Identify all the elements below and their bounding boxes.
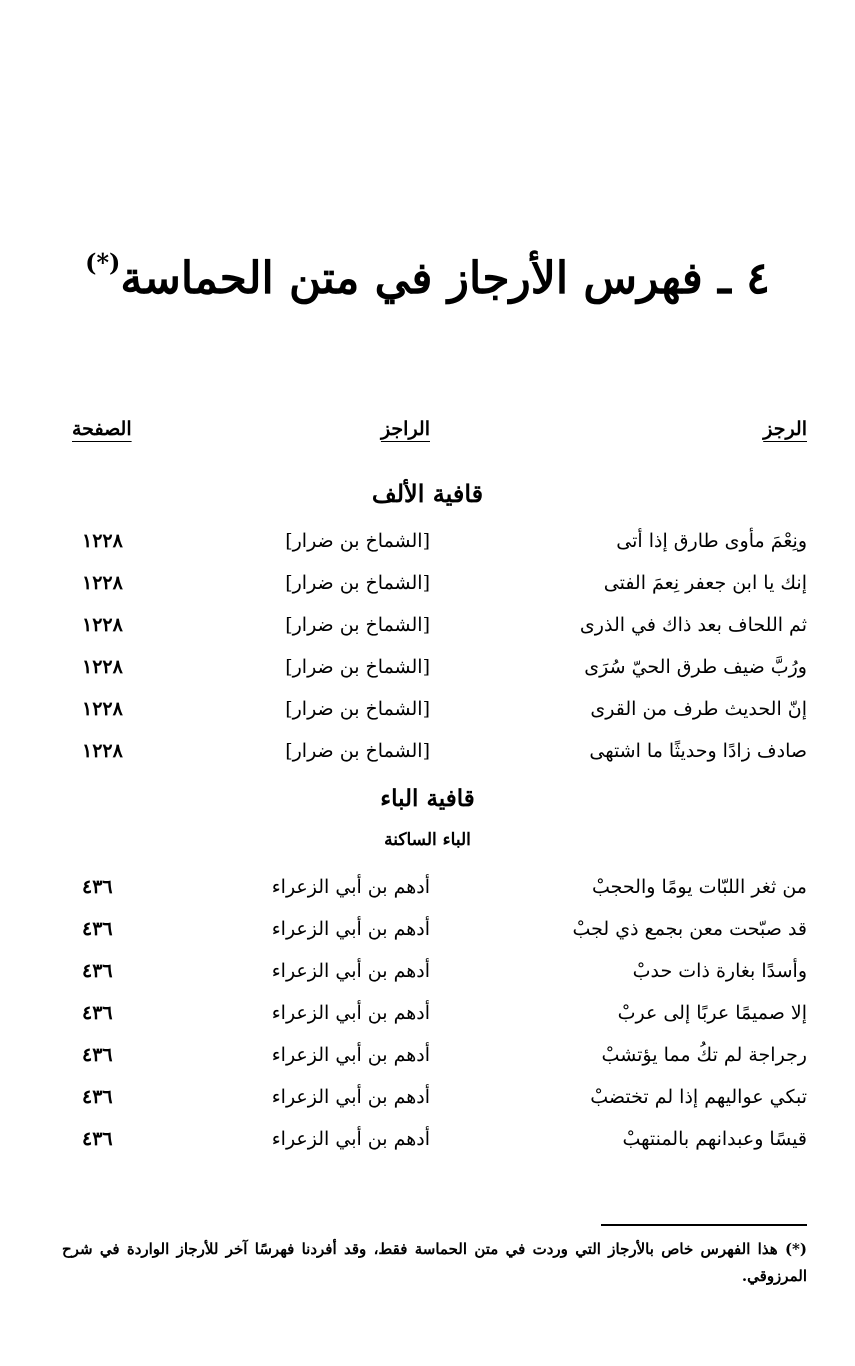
entry-page: ٤٣٦ (82, 1086, 113, 1108)
page-title-text: ٤ ـ فهرس الأرجاز في متن الحماسة (120, 253, 770, 304)
entries-list-baa (0, 866, 855, 1160)
entry-row (0, 992, 855, 1034)
entry-verse: قد صبّحت معن بجمع ذي لجبْ (572, 918, 807, 940)
entry-page: ٤٣٦ (82, 1044, 113, 1066)
entry-page: ١٢٢٨ (82, 530, 123, 552)
entry-page: ١٢٢٨ (82, 614, 123, 636)
entry-poet: أدهم بن أبي الزعراء (271, 876, 430, 898)
entry-poet: [الشماخ بن ضرار] (285, 530, 430, 552)
column-header-rajiz: الراجز (380, 418, 430, 440)
entry-verse: من ثغر اللبّات يومًا والحجبْ (591, 876, 807, 898)
entry-verse: إلا صميمًا عربًا إلى عربْ (617, 1002, 807, 1024)
entry-verse: إنّ الحديث طرف من القرى (590, 698, 807, 720)
entry-row (0, 688, 855, 730)
footnote-text: (*) هذا الفهرس خاص بالأرجاز التي وردت في متن الحماسة فقط، وقد أفردنا فهرسًا آخر للأرجاز الواردة في شرح المرزوقي. (62, 1240, 807, 1285)
entry-verse: ونِعْمَ مأوى طارق إذا أتى (616, 530, 807, 552)
entry-page: ٤٣٦ (82, 1128, 113, 1150)
entry-page: ١٢٢٨ (82, 698, 123, 720)
entry-page: ١٢٢٨ (82, 656, 123, 678)
entry-poet: [الشماخ بن ضرار] (285, 656, 430, 678)
entry-verse: قيسًا وعبدانهم بالمنتهبْ (622, 1128, 807, 1150)
column-header-rajaz: الرجز (763, 418, 807, 440)
column-header-page: الصفحة (72, 418, 132, 440)
entry-page: ٤٣٦ (82, 960, 113, 982)
entry-verse: إنك يا ابن جعفر نِعمَ الفتى (603, 572, 807, 594)
entry-verse: رجراجة لم تكُ مما يؤتشبْ (601, 1044, 807, 1066)
footnote-marker: (*) (85, 248, 121, 277)
entry-poet: [الشماخ بن ضرار] (285, 740, 430, 762)
entry-row (0, 520, 855, 562)
entry-poet: [الشماخ بن ضرار] (285, 698, 430, 720)
entry-row (0, 950, 855, 992)
entry-row (0, 646, 855, 688)
entry-page: ١٢٢٨ (82, 740, 123, 762)
entry-verse: ثم اللحاف بعد ذاك في الذرى (579, 614, 807, 636)
entry-poet: أدهم بن أبي الزعراء (271, 960, 430, 982)
subsection-heading-baa-sakina: الباء الساكنة (384, 830, 471, 850)
entry-poet: أدهم بن أبي الزعراء (271, 1128, 430, 1150)
entry-poet: أدهم بن أبي الزعراء (271, 1044, 430, 1066)
entry-verse: ورُبَّ ضيف طرق الحيّ سُرَى (584, 656, 807, 678)
section-heading-alif: قافية الألف (371, 479, 484, 508)
entry-page: ١٢٢٨ (82, 572, 123, 594)
entries-list-alif (0, 520, 855, 772)
section-heading-baa: قافية الباء (380, 785, 475, 812)
entry-verse: وأسدًا بغارة ذات حدبْ (632, 960, 807, 982)
entry-poet: [الشماخ بن ضرار] (285, 614, 430, 636)
entry-row (0, 1076, 855, 1118)
entry-poet: أدهم بن أبي الزعراء (271, 1086, 430, 1108)
entry-row (0, 730, 855, 772)
entry-page: ٤٣٦ (82, 918, 113, 940)
entry-row (0, 866, 855, 908)
entry-verse: تبكي عواليهم إذا لم تختضبْ (590, 1086, 807, 1108)
entry-row (0, 604, 855, 646)
entry-poet: أدهم بن أبي الزعراء (271, 1002, 430, 1024)
entry-page: ٤٣٦ (82, 876, 113, 898)
column-headers (0, 418, 855, 452)
entry-poet: [الشماخ بن ضرار] (285, 572, 430, 594)
entry-row (0, 1034, 855, 1076)
footnote-divider (601, 1224, 807, 1226)
entry-poet: أدهم بن أبي الزعراء (271, 918, 430, 940)
entry-row (0, 1118, 855, 1160)
entry-page: ٤٣٦ (82, 1002, 113, 1024)
entry-verse: صادف زادًا وحديثًا ما اشتهى (589, 740, 807, 762)
entry-row (0, 562, 855, 604)
page-title (0, 228, 855, 314)
entry-row (0, 908, 855, 950)
